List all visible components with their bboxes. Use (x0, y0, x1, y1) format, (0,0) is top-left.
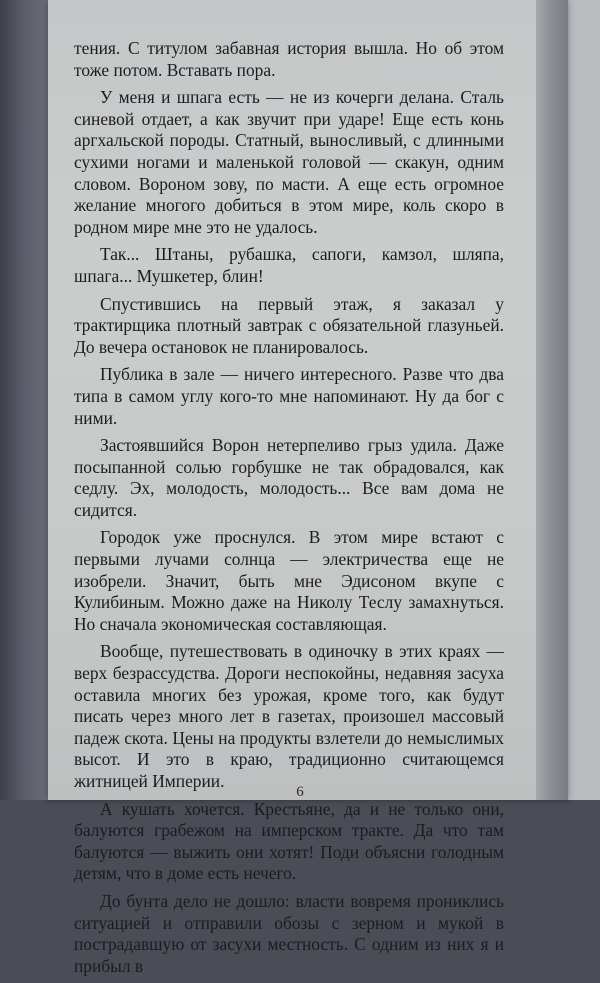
paragraph-9: А кушать хочется. Крестьяне, да и не только они, балуются грабежом на имперском тракте. Да что там балуются — выжить они хотят! Поди объясни голодным детям, что в доме есть нечего. (74, 798, 504, 884)
page-edge (536, 0, 568, 800)
page-number: 6 (296, 784, 304, 800)
paragraph-6: Застоявшийся Ворон нетерпеливо грыз удила. Даже посыпанной солью горбушке не так обрадовался, как седлу. Эх, молодость, молодость... Все вам дома не сидится. (74, 435, 504, 520)
paragraph-7: Городок уже проснулся. В этом мире встают с первыми лучами солнца — электричества еще не изобрели. Значит, быть мне Эдисоном вкупе с Кулибиным. Можно даже на Николу Теслу замахнуться. Но сначала экономическая составляющая. (74, 527, 504, 634)
paragraph-1: тения. С титулом забавная история вышла. Но об этом тоже потом. Вставать пора. (74, 38, 504, 80)
paragraph-5: Публика в зале — ничего интересного. Разве что два типа в самом углу кого-то мне напоминают. Ну да бог с ними. (74, 364, 504, 428)
paragraph-3: Так... Штаны, рубашка, сапоги, камзол, шляпа, шпага... Мушкетер, блин! (74, 244, 504, 286)
paragraph-8: Вообще, путешествовать в одиночку в этих краях — верх безрассудства. Дороги неспокойны, недавняя засуха оставила многих без урожая, кроме того, как будут писать через много лет в газетах, произошел массовый падеж скота. Цены на продукты взлетели до немыслимых высот. И это в краю, традиционно считающемся житницей Империи. (74, 641, 504, 791)
paragraph-2: У меня и шпага есть — не из кочерги делана. Сталь синевой отдает, а как звучит при ударе! Еще есть конь аргхальской породы. Статный, выносливый, с длинными сухими ногами и маленькой головой — скакун, одним словом. Вороном зову, по масти. А еще есть огромное желание многого добиться в этом мире, коль скоро в родном мире мне это не удалось. (74, 87, 504, 237)
paragraph-4: Спустившись на первый этаж, я заказал у трактирщика плотный завтрак с обязательной глазуньей. До вечера остановок не планировалось. (74, 293, 504, 357)
page-text (74, 38, 504, 983)
paragraph-10: До бунта дело не дошло: власти вовремя прониклись ситуацией и отправили обозы с зерном и мукой в пострадавшую от засухи местность. С одним из них я и прибыл в (74, 890, 504, 976)
